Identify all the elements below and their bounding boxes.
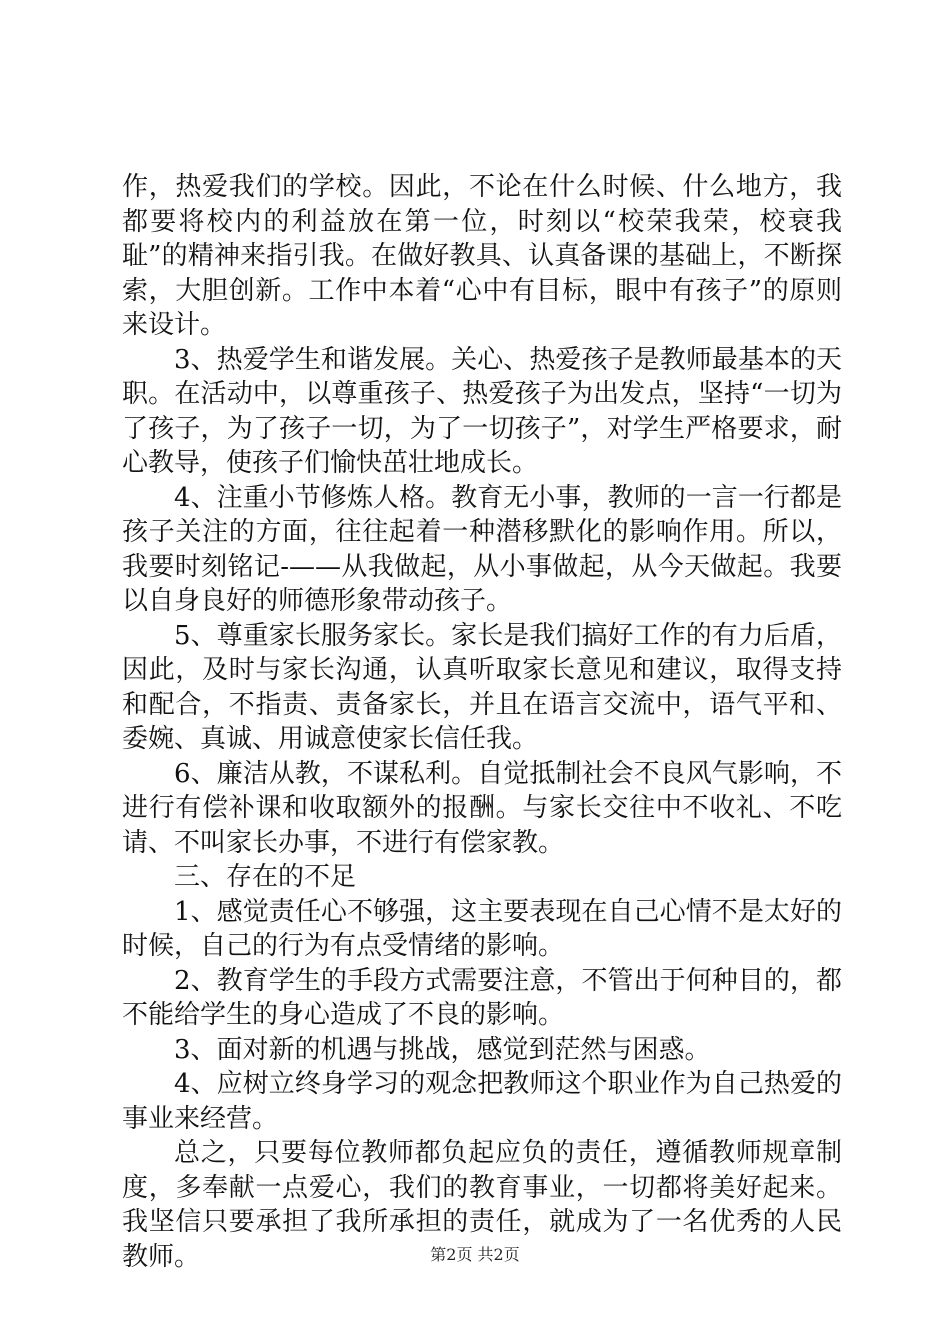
paragraph-item-4: 4、注重小节修炼人格。教育无小事，教师的一言一行都是孩子关注的方面，往往起着一种潜移默化的影响作用。所以，我要时刻铭记-——从我做起，从小事做起，从今天做起。我要以自身良好的师德形象带动孩子。 <box>122 482 842 616</box>
paragraph-continuation: 作，热爱我们的学校。因此，不论在什么时候、什么地方，我都要将校内的利益放在第一位，时刻以“校荣我荣，校衰我耻”的精神来指引我。在做好教具、认真备课的基础上，不断探索，大胆创新。工作中本着“心中有目标，眼中有孩子”的原则来设计。 <box>122 172 842 340</box>
paragraph-item-3: 3、热爱学生和谐发展。关心、热爱孩子是教师最基本的天职。在活动中，以尊重孩子、热爱孩子为出发点，坚持“一切为了孩子，为了孩子一切，为了一切孩子”，对学生严格要求，耐心教导，使孩子们愉快茁壮地成长。 <box>122 344 842 478</box>
paragraph-shortcoming-3: 3、面对新的机遇与挑战，感觉到茫然与困惑。 <box>174 1034 711 1065</box>
paragraph-shortcoming-4: 4、应树立终身学习的观念把教师这个职业作为自己热爱的事业来经营。 <box>122 1069 842 1134</box>
paragraph-shortcoming-2: 2、教育学生的手段方式需要注意，不管出于何种目的，都不能给学生的身心造成了不良的影响。 <box>122 965 842 1030</box>
paragraph-conclusion: 总之，只要每位教师都负起应负的责任，遵循教师规章制度，多奉献一点爱心，我们的教育事业，一切都将美好起来。我坚信只要承担了我所承担的责任，就成为了一名优秀的人民教师。 <box>122 1138 842 1272</box>
paragraph-item-5: 5、尊重家长服务家长。家长是我们搞好工作的有力后盾，因此，及时与家长沟通，认真听取家长意见和建议，取得支持和配合，不指责、责备家长，并且在语言交流中，语气平和、委婉、真诚、用诚意使家长信任我。 <box>122 620 842 754</box>
page-number-footer: 第2页 共2页 <box>430 1245 520 1264</box>
document-body <box>122 170 842 1274</box>
paragraph-shortcoming-1: 1、感觉责任心不够强，这主要表现在自己心情不是太好的时候，自己的行为有点受情绪的影响。 <box>122 896 842 961</box>
section-heading-shortcomings: 三、存在的不足 <box>174 862 357 892</box>
paragraph-item-6: 6、廉洁从教，不谋私利。自觉抵制社会不良风气影响，不进行有偿补课和收取额外的报酬。与家长交往中不收礼、不吃请、不叫家长办事，不进行有偿家教。 <box>122 758 842 858</box>
